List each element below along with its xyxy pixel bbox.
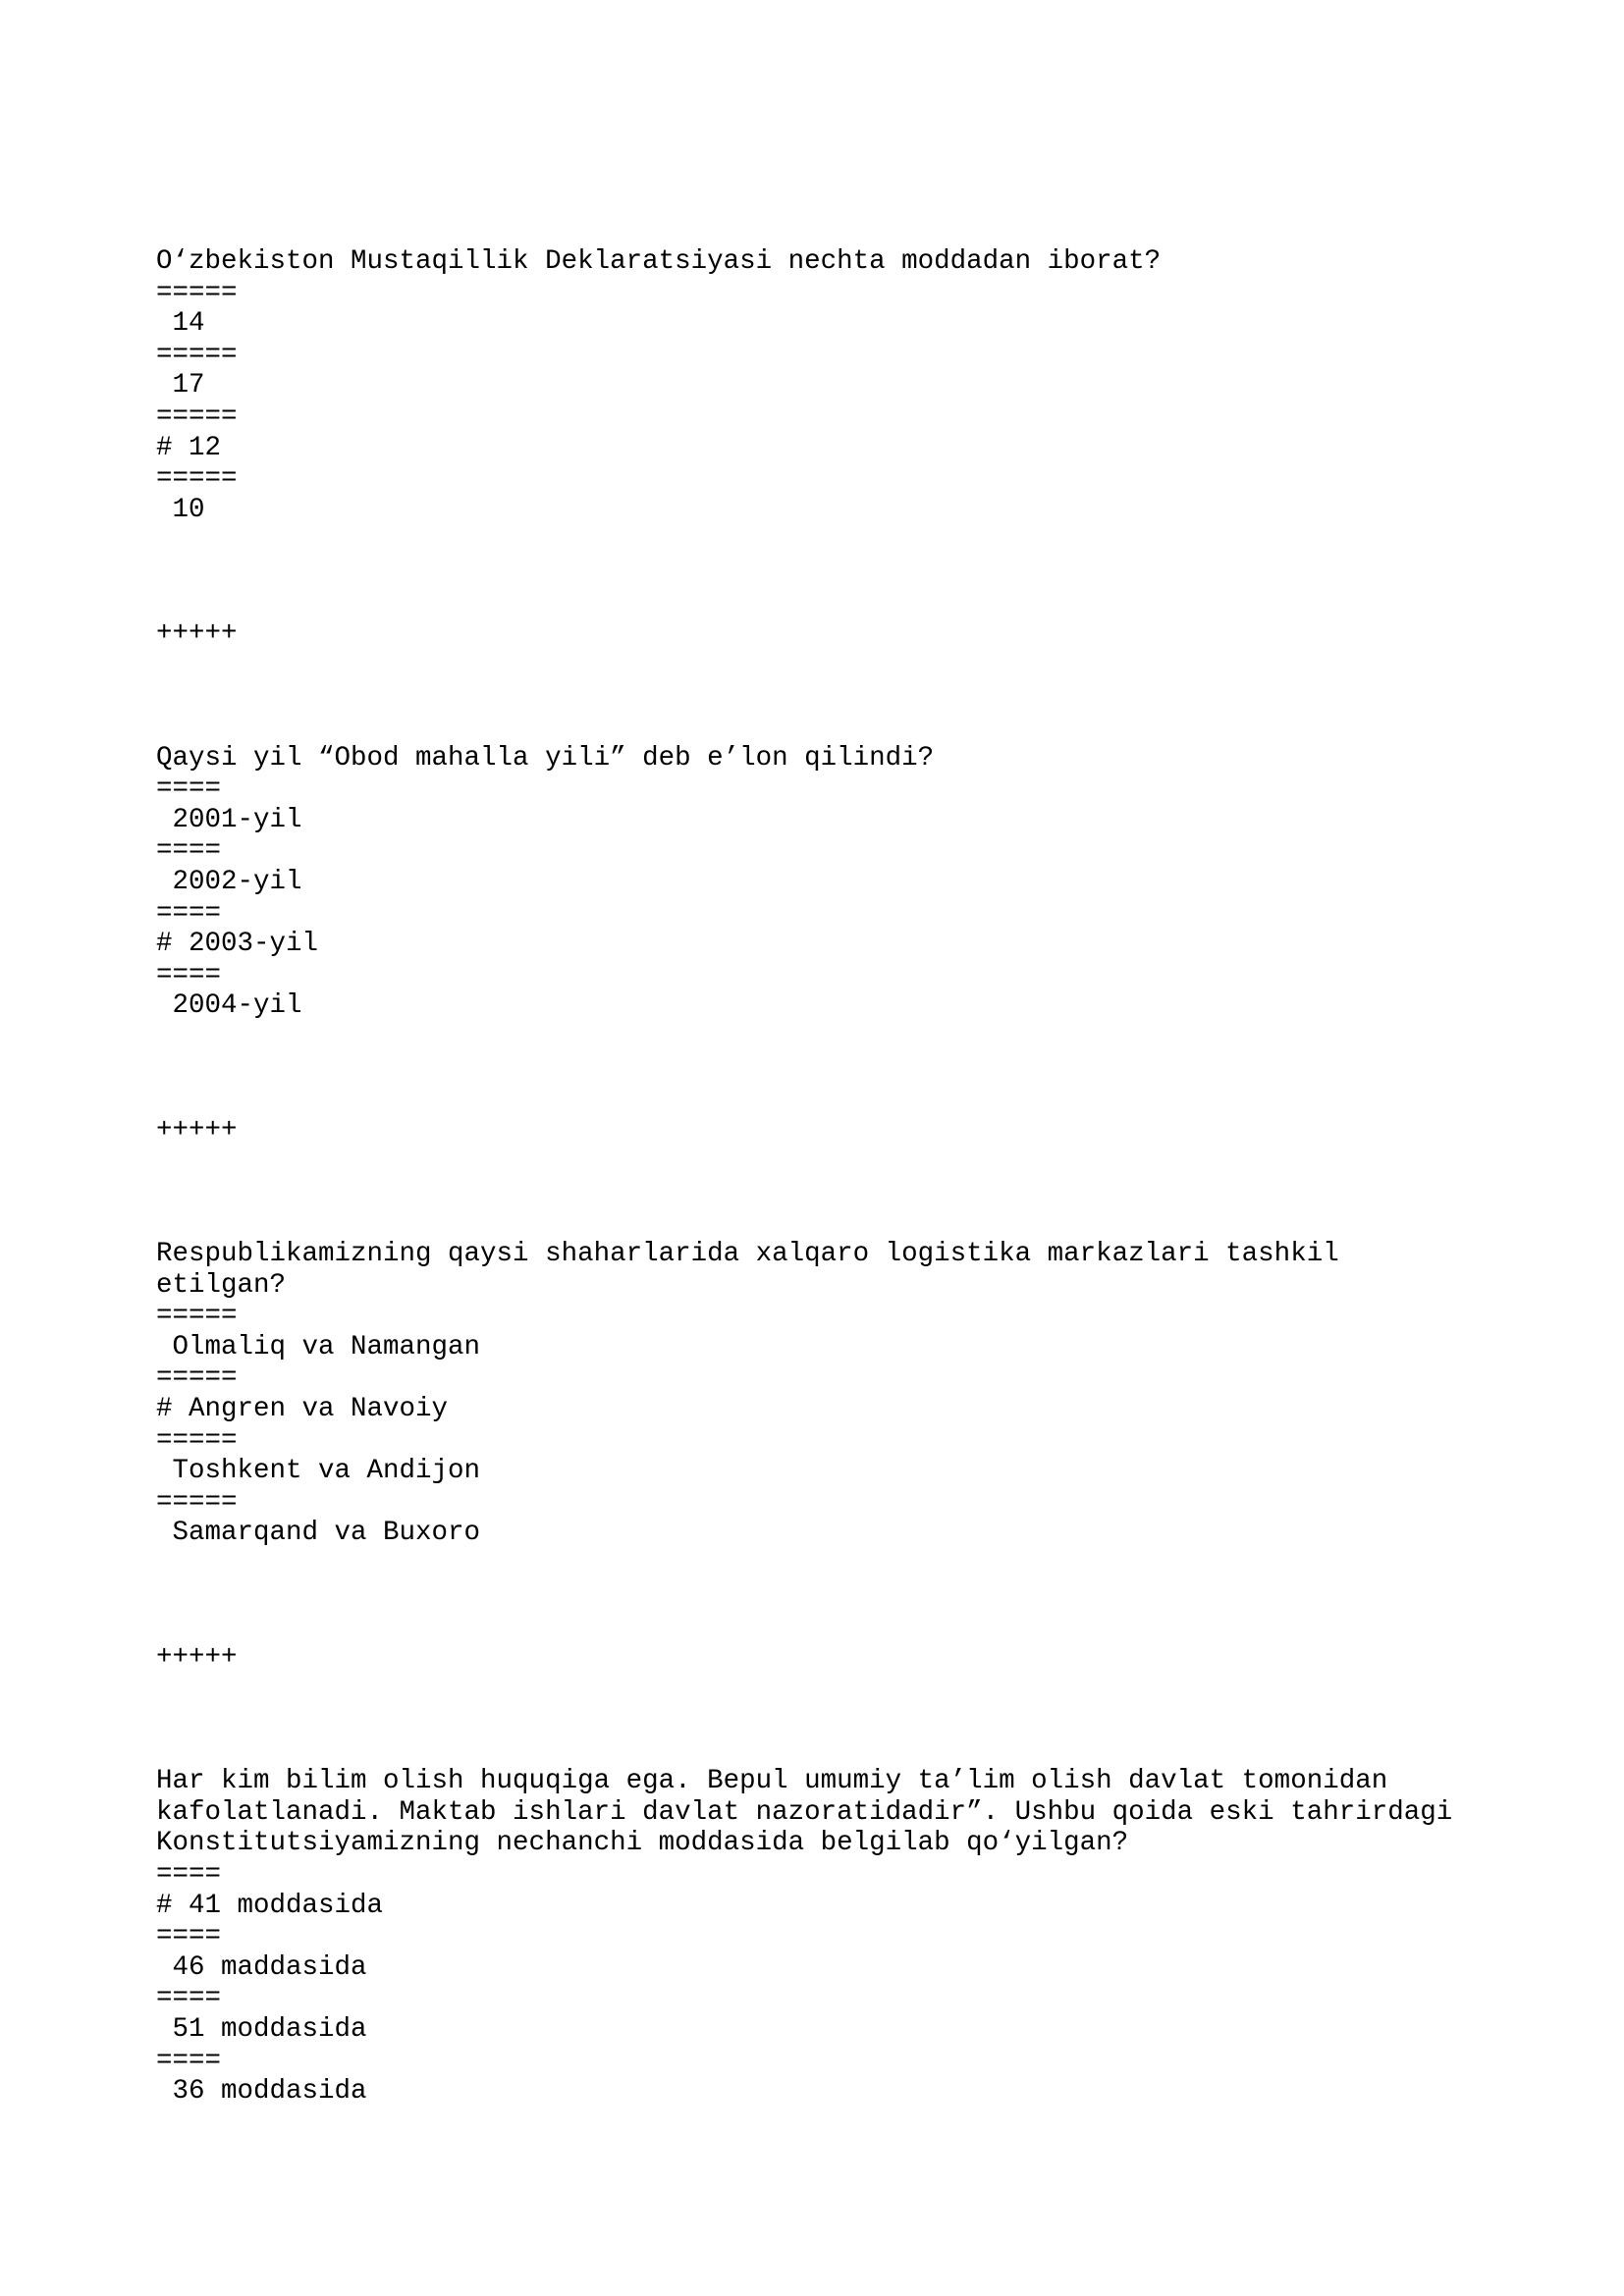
question-text: Respublikamizning qaysi shaharlarida xalqaro logistika markazlari tashkil etilgan? bbox=[156, 1239, 1339, 1301]
answer-option: 10 bbox=[156, 494, 205, 525]
answer-option: 51 moddasida bbox=[156, 2013, 367, 2045]
spacer bbox=[156, 1673, 1491, 1766]
option-separator: ==== bbox=[156, 1921, 222, 1952]
answer-option: Toshkent va Andijon bbox=[156, 1456, 481, 1487]
question-text: Qaysi yil “Obod mahalla yili” deb e’lon qilindi? bbox=[156, 742, 935, 774]
option-separator: ===== bbox=[156, 1362, 238, 1394]
answer-option: 17 bbox=[156, 370, 205, 401]
answer-option: 2001-yil bbox=[156, 804, 302, 835]
answer-option-correct: # 41 moddasida bbox=[156, 1890, 384, 1921]
answer-option: 36 moddasida bbox=[156, 2076, 367, 2108]
option-separator: ==== bbox=[156, 774, 222, 805]
option-separator: ===== bbox=[156, 463, 238, 495]
option-separator: ===== bbox=[156, 1301, 238, 1332]
answer-option-correct: # 12 bbox=[156, 432, 222, 463]
answer-option-correct: # Angren va Navoiy bbox=[156, 1394, 449, 1425]
question-text: O‘zbekiston Mustaqillik Deklaratsiyasi nechta moddadan iborat? bbox=[156, 246, 1162, 277]
option-separator: ==== bbox=[156, 2045, 222, 2076]
spacer bbox=[156, 1549, 1491, 1642]
option-separator: ===== bbox=[156, 1424, 238, 1456]
block-separator: +++++ bbox=[156, 1114, 238, 1146]
option-separator: ===== bbox=[156, 400, 238, 432]
answer-option: 46 maddasida bbox=[156, 1951, 367, 1983]
answer-option: 2004-yil bbox=[156, 990, 302, 1022]
answer-option: Samarqand va Buxoro bbox=[156, 1518, 481, 1549]
spacer bbox=[156, 1146, 1491, 1239]
option-separator: ==== bbox=[156, 835, 222, 867]
option-separator: ===== bbox=[156, 277, 238, 308]
option-separator: ==== bbox=[156, 959, 222, 990]
answer-option: Olmaliq va Namangan bbox=[156, 1331, 481, 1362]
option-separator: ===== bbox=[156, 339, 238, 370]
answer-option: 2002-yil bbox=[156, 866, 302, 897]
option-separator: ==== bbox=[156, 897, 222, 929]
question-block-2 bbox=[156, 743, 1491, 1022]
block-separator: +++++ bbox=[156, 1641, 238, 1673]
document-content bbox=[156, 246, 1491, 2108]
question-text: Har kim bilim olish huquqiga ega. Bepul umumiy ta’lim olish davlat tomonidan kafolatlanadi. Maktab ishlari davlat nazoratidadir”. Ushbu qoida eski tahrirdagi Konstitutsiyamizning nechanchi moddasida belgilab qo‘yilgan? bbox=[156, 1766, 1453, 1859]
spacer bbox=[156, 525, 1491, 618]
question-block-1 bbox=[156, 246, 1491, 525]
question-block-4 bbox=[156, 1766, 1491, 2108]
option-separator: ==== bbox=[156, 1858, 222, 1890]
option-separator: ===== bbox=[156, 1486, 238, 1518]
question-block-3 bbox=[156, 1239, 1491, 1549]
spacer bbox=[156, 650, 1491, 743]
answer-option: 14 bbox=[156, 308, 205, 340]
block-separator: +++++ bbox=[156, 618, 238, 650]
option-separator: ==== bbox=[156, 1983, 222, 2014]
spacer bbox=[156, 1022, 1491, 1115]
answer-option-correct: # 2003-yil bbox=[156, 929, 319, 960]
